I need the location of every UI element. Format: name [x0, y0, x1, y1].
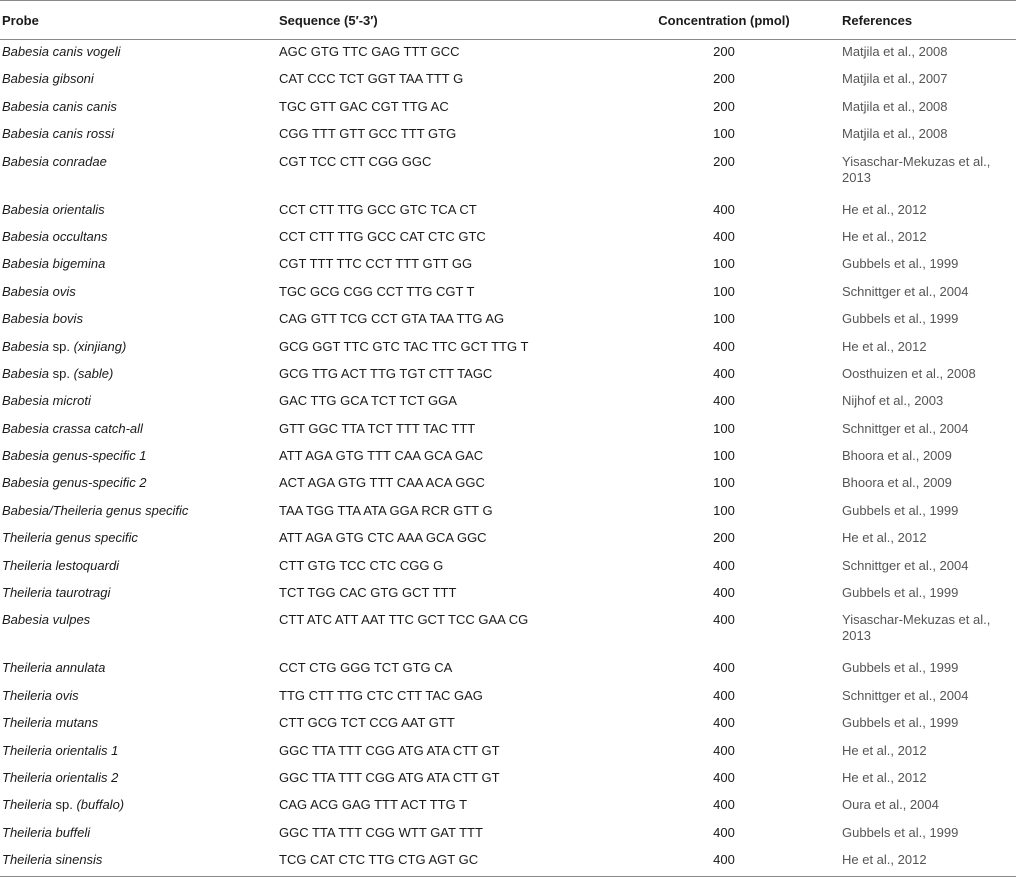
reference-cell: Oura et al., 2004: [842, 797, 939, 813]
concentration-cell: 400: [608, 848, 840, 876]
concentration-cell: 100: [713, 420, 735, 436]
reference-cell: Matjila et al., 2008: [842, 126, 948, 142]
probe-cell: Babesia/Theileria genus specific: [2, 502, 189, 518]
concentration-cell: 200: [713, 98, 735, 114]
concentration-cell: 200: [713, 153, 735, 169]
reference-cell: He et al., 2012: [842, 769, 927, 785]
probe-sp: sp.: [51, 797, 77, 813]
table-row: [0, 362, 1016, 389]
concentration-cell: 100: [713, 311, 735, 327]
concentration-cell: 400: [713, 715, 735, 731]
probe-cell: Babesia bigemina: [2, 256, 106, 272]
reference-cell: Yisaschar-Mekuzas et al., 2013: [842, 612, 991, 644]
reference-cell: He et al., 2012: [842, 201, 927, 217]
sequence-cell: CTT GCG TCT CCG AAT GTT: [279, 715, 455, 731]
sequence-cell: ATT AGA GTG CTC AAA GCA GGC: [279, 530, 487, 546]
sequence-cell: ATT AGA GTG TTT CAA GCA GAC: [279, 448, 484, 464]
probe-cell: Babesia bovis: [2, 311, 83, 327]
concentration-cell: 200: [713, 530, 735, 546]
probe-cell: Theileria orientalis 2: [2, 769, 119, 785]
concentration-cell: 400: [713, 824, 735, 840]
probe-cell: [0, 335, 277, 362]
probe-genus: Babesia: [2, 365, 49, 381]
sequence-cell: CTT GTG TCC CTC CGG G: [279, 557, 444, 573]
table-row: [0, 554, 1016, 581]
reference-cell: Yisaschar-Mekuzas et al., 2013: [842, 153, 991, 185]
reference-cell: He et al., 2012: [842, 530, 927, 546]
probe-strain: (sable): [73, 365, 114, 381]
concentration-cell: 200: [713, 71, 735, 87]
concentration-cell: 400: [713, 769, 735, 785]
concentration-cell: 100: [713, 283, 735, 299]
probe-cell: Babesia conradae: [2, 153, 107, 169]
reference-cell: Matjila et al., 2007: [842, 71, 948, 87]
table-row: [0, 95, 1016, 122]
table-row: [0, 821, 1016, 848]
probe-cell: Theileria sinensis: [0, 848, 277, 876]
table-row: [0, 335, 1016, 362]
table-row: [0, 417, 1016, 444]
reference-cell: Matjila et al., 2008: [842, 98, 948, 114]
reference-cell: He et al., 2012: [840, 848, 1016, 876]
concentration-cell: 400: [713, 228, 735, 244]
table-row: [0, 389, 1016, 416]
reference-cell: Bhoora et al., 2009: [842, 475, 952, 491]
table-row: [0, 608, 1016, 656]
concentration-cell: 100: [713, 475, 735, 491]
probe-cell: Babesia canis vogeli: [2, 44, 121, 59]
table-row: [0, 711, 1016, 738]
table-row: [0, 67, 1016, 94]
table-row: [0, 225, 1016, 252]
sequence-cell: CTT ATC ATT AAT TTC GCT TCC GAA CG: [279, 612, 529, 628]
table-row: [0, 684, 1016, 711]
reference-cell: Gubbels et al., 1999: [842, 660, 959, 676]
probe-genus: Babesia: [2, 338, 49, 354]
sequence-cell: TGC GTT GAC CGT TTG AC: [279, 98, 449, 114]
sequence-cell: AGC GTG TTC GAG TTT GCC: [279, 44, 460, 59]
probe-cell: Theileria mutans: [2, 715, 99, 731]
concentration-cell: 400: [713, 393, 735, 409]
probe-sp: sp.: [48, 365, 74, 381]
concentration-cell: 400: [713, 585, 735, 601]
sequence-cell: GGC TTA TTT CGG WTT GAT TTT: [279, 824, 483, 840]
probe-cell: Theileria annulata: [2, 660, 106, 676]
probe-cell: Babesia canis canis: [2, 98, 117, 114]
sequence-cell: TTG CTT TTG CTC CTT TAC GAG: [279, 687, 483, 703]
concentration-cell: 400: [713, 557, 735, 573]
sequence-cell: CAG GTT TCG CCT GTA TAA TTG AG: [279, 311, 505, 327]
probe-cell: [0, 362, 277, 389]
probe-cell: Theileria genus specific: [2, 530, 138, 546]
header-row: [0, 1, 1016, 40]
table-row: [0, 581, 1016, 608]
probe-cell: Theileria orientalis 1: [2, 742, 119, 758]
concentration-cell: 400: [713, 338, 735, 354]
probe-cell: Babesia crassa catch-all: [2, 420, 143, 436]
concentration-cell: 400: [713, 742, 735, 758]
probe-sp: sp.: [48, 338, 74, 354]
probe-cell: Babesia gibsoni: [2, 71, 94, 87]
probe-cell: Babesia canis rossi: [2, 126, 114, 142]
sequence-cell: GTT GGC TTA TCT TTT TAC TTT: [279, 420, 476, 436]
table-row: [0, 656, 1016, 683]
reference-cell: Schnittger et al., 2004: [842, 557, 969, 573]
reference-cell: He et al., 2012: [842, 742, 927, 758]
probe-cell: Theileria buffeli: [2, 824, 91, 840]
sequence-cell: CAT CCC TCT GGT TAA TTT G: [279, 71, 464, 87]
concentration-cell: 400: [713, 687, 735, 703]
probe-cell: [0, 793, 277, 820]
reference-cell: Schnittger et al., 2004: [842, 283, 969, 299]
sequence-cell: TGC GCG CGG CCT TTG CGT T: [279, 283, 475, 299]
reference-cell: Schnittger et al., 2004: [842, 687, 969, 703]
concentration-cell: 200: [713, 44, 735, 59]
probe-cell: Theileria ovis: [2, 687, 79, 703]
sequence-cell: CGT TTT TTC CCT TTT GTT GG: [279, 256, 473, 272]
reference-cell: Gubbels et al., 1999: [842, 311, 959, 327]
table-row: [0, 526, 1016, 553]
concentration-cell: 400: [713, 612, 735, 628]
table-row: [0, 150, 1016, 198]
reference-cell: Gubbels et al., 1999: [842, 256, 959, 272]
reference-cell: He et al., 2012: [842, 338, 927, 354]
sequence-cell: GGC TTA TTT CGG ATG ATA CTT GT: [279, 742, 500, 758]
concentration-cell: 100: [713, 502, 735, 518]
sequence-cell: CCT CTT TTG GCC CAT CTC GTC: [279, 228, 486, 244]
sequence-cell: CGT TCC CTT CGG GGC: [279, 153, 432, 169]
table-row: [0, 40, 1016, 68]
sequence-cell: TCT TGG CAC GTG GCT TTT: [279, 585, 457, 601]
sequence-cell: GCG TTG ACT TTG TGT CTT TAGC: [279, 365, 493, 381]
probe-cell: Theileria lestoquardi: [2, 557, 120, 573]
probe-strain: (xinjiang): [73, 338, 127, 354]
reference-cell: Bhoora et al., 2009: [842, 448, 952, 464]
reference-cell: Nijhof et al., 2003: [842, 393, 944, 409]
probe-cell: Babesia genus-specific 2: [2, 475, 147, 491]
header-sequence: Sequence (5′-3′): [277, 1, 608, 40]
reference-cell: Gubbels et al., 1999: [842, 715, 959, 731]
probe-cell: Babesia ovis: [2, 283, 76, 299]
concentration-cell: 100: [713, 256, 735, 272]
table-row: [0, 793, 1016, 820]
header-probe: Probe: [0, 1, 277, 40]
reference-cell: Oosthuizen et al., 2008: [842, 365, 976, 381]
probe-cell: Babesia microti: [2, 393, 91, 409]
probe-cell: Babesia orientalis: [2, 201, 105, 217]
sequence-cell: GCG GGT TTC GTC TAC TTC GCT TTG T: [279, 338, 529, 354]
sequence-cell: TAA TGG TTA ATA GGA RCR GTT G: [279, 502, 493, 518]
table-row: [0, 307, 1016, 334]
table-row: [0, 280, 1016, 307]
sequence-cell: GGC TTA TTT CGG ATG ATA CTT GT: [279, 769, 500, 785]
concentration-cell: 100: [713, 448, 735, 464]
reference-cell: Gubbels et al., 1999: [842, 502, 959, 518]
sequence-cell: GAC TTG GCA TCT TCT GGA: [279, 393, 457, 409]
reference-cell: Gubbels et al., 1999: [842, 824, 959, 840]
table-row: [0, 766, 1016, 793]
reference-cell: Schnittger et al., 2004: [842, 420, 969, 436]
table-body: [0, 40, 1016, 877]
sequence-cell: CCT CTT TTG GCC GTC TCA CT: [279, 201, 477, 217]
table-row: [0, 444, 1016, 471]
sequence-cell: CCT CTG GGG TCT GTG CA: [279, 660, 453, 676]
probe-cell: Babesia occultans: [2, 228, 108, 244]
sequence-cell: CGG TTT GTT GCC TTT GTG: [279, 126, 457, 142]
concentration-cell: 400: [713, 660, 735, 676]
table-row: [0, 252, 1016, 279]
reference-cell: Matjila et al., 2008: [842, 44, 948, 59]
probe-genus: Theileria: [2, 797, 52, 813]
header-references: References: [840, 1, 1016, 40]
probe-strain: (buffalo): [76, 797, 125, 813]
probe-cell: Theileria taurotragi: [2, 585, 111, 601]
table-row: [0, 198, 1016, 225]
table-row: [0, 471, 1016, 498]
sequence-cell: CAG ACG GAG TTT ACT TTG T: [279, 797, 468, 813]
probe-cell: Babesia vulpes: [2, 612, 91, 628]
reference-cell: Gubbels et al., 1999: [842, 585, 959, 601]
table-row: [0, 499, 1016, 526]
header-concentration: Concentration (pmol): [608, 1, 840, 40]
sequence-cell: TCG CAT CTC TTG CTG AGT GC: [277, 848, 608, 876]
probe-cell: Babesia genus-specific 1: [2, 448, 147, 464]
table-row: [0, 848, 1016, 876]
concentration-cell: 400: [713, 365, 735, 381]
concentration-cell: 400: [713, 797, 735, 813]
concentration-cell: 100: [713, 126, 735, 142]
table-row: [0, 739, 1016, 766]
sequence-cell: ACT AGA GTG TTT CAA ACA GGC: [279, 475, 485, 491]
concentration-cell: 400: [713, 201, 735, 217]
reference-cell: He et al., 2012: [842, 228, 927, 244]
table-row: [0, 122, 1016, 149]
